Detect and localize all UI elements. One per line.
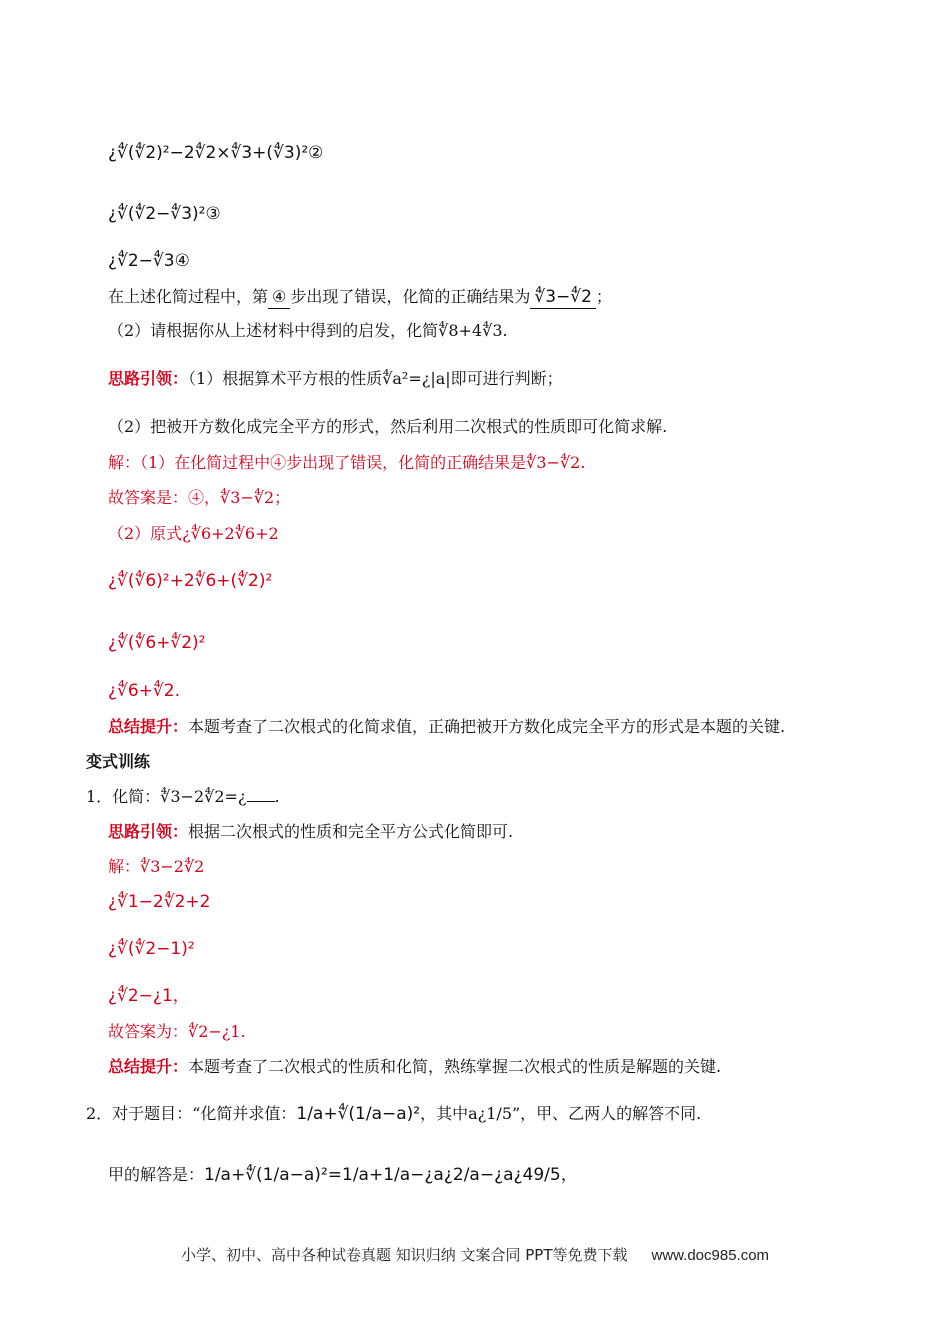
- exercise-2-suffix: ，其中a¿1/5”，甲、乙两人的解答不同.: [420, 1104, 702, 1123]
- solution-text-4: ¿∜(∜6+∜2)²: [108, 633, 206, 653]
- solution-answer-text: 故答案是：④，∜3−∜2；: [108, 488, 291, 507]
- exercise-2-expression: 1/a+∜(1/a−a)²: [296, 1104, 421, 1124]
- exercise-1-hint-text: 根据二次根式的性质和完全平方公式化简即可.: [188, 822, 514, 841]
- exercise-1-text: 1．化简：∜3−2∜2=¿: [86, 787, 247, 806]
- exercise-1-solution-line-4: [108, 985, 190, 1007]
- section-title-text: 变式训练: [86, 752, 151, 771]
- solution-line-4: [108, 632, 205, 654]
- page-footer: [0, 1244, 950, 1265]
- step-4-text: ¿∜2−∜3④: [108, 251, 190, 271]
- summary-text-2: 本题考查了二次根式的性质和化简，熟练掌握二次根式的性质是解题的关键.: [188, 1057, 722, 1076]
- hint-text-1: （1）根据算术平方根的性质∜a²=¿|a|即可进行判断；: [188, 369, 563, 388]
- answer-middle: 步出现了错误，化简的正确结果为: [290, 287, 531, 306]
- question-2-text: （2）请根据你从上述材料中得到的启发，化简∜8+4∜3.: [108, 321, 508, 340]
- summary-line-2: [108, 1056, 721, 1078]
- solution-line-2: [108, 523, 279, 545]
- exercise-1-blank: [247, 801, 275, 802]
- solution-text-5: ¿∜6+∜2.: [108, 681, 180, 701]
- solution-line-3: [108, 570, 272, 592]
- exercise-1-line: [86, 786, 280, 808]
- solution-text-2: （2）原式¿∜6+2∜6+2: [108, 524, 279, 543]
- solution-jia-expression: 1/a+∜(1/a−a)²=1/a+1/a−¿a¿2/a−¿a¿49/5，: [204, 1165, 578, 1185]
- exercise-1-answer-line: [108, 1021, 246, 1043]
- exercise-1-solution-line-1: [108, 856, 204, 878]
- summary-line-1: [108, 716, 785, 738]
- question-2-line: [108, 320, 508, 342]
- summary-text-1: 本题考查了二次根式的化简求值，正确把被开方数化成完全平方的形式是本题的关键.: [188, 717, 786, 736]
- solution-line-1: [108, 452, 585, 474]
- summary-label-2: 总结提升：: [108, 1057, 189, 1076]
- exercise-1-solution-text-3: ¿∜(∜2−1)²: [108, 939, 195, 959]
- answer-blank-step: ④: [268, 286, 290, 309]
- solution-jia-line: [108, 1164, 578, 1186]
- hint-text-2: （2）把被开方数化成完全平方的形式，然后利用二次根式的性质即可化简求解.: [108, 417, 668, 436]
- answer-suffix: ；: [595, 287, 612, 306]
- exercise-2-prefix: 2．对于题目：“化简并求值：: [86, 1104, 297, 1123]
- step-4-line: [108, 250, 190, 272]
- footer-url[interactable]: www.doc985.com: [651, 1247, 770, 1264]
- step-3-text: ¿∜(∜2−∜3)²③: [108, 204, 221, 224]
- exercise-1-solution-text-1: 解：∜3−2∜2: [108, 857, 205, 876]
- solution-jia-label: 甲的解答是：: [108, 1165, 205, 1184]
- exercise-1-hint-line: [108, 821, 513, 843]
- solution-answer-line: [108, 487, 290, 509]
- solution-line-5: [108, 680, 180, 702]
- hint-line-2: [108, 416, 667, 438]
- summary-label-1: 总结提升：: [108, 717, 189, 736]
- exercise-2-line: [86, 1103, 701, 1125]
- footer-text: 小学、初中、高中各种试卷真题 知识归纳 文案合同 PPT等免费下载: [180, 1246, 628, 1264]
- solution-text-3: ¿∜(∜6)²+2∜6+(∜2)²: [108, 571, 273, 591]
- answer-prefix: 在上述化简过程中，第: [108, 287, 269, 306]
- exercise-1-solution-text-4: ¿∜2−¿1，: [108, 986, 190, 1006]
- section-title: [86, 751, 150, 773]
- step-3-line: [108, 203, 221, 225]
- hint-label: 思路引领：: [108, 369, 189, 388]
- step-2-line: [108, 142, 323, 164]
- exercise-1-solution-line-3: [108, 938, 195, 960]
- exercise-1-answer-text: 故答案为：∜2−¿1.: [108, 1022, 246, 1041]
- step-2-text: ¿∜(∜2)²−2∜2×∜3+(∜3)²②: [108, 143, 324, 163]
- exercise-1-solution-line-2: [108, 891, 210, 913]
- exercise-1-hint-label: 思路引领：: [108, 822, 189, 841]
- exercise-1-solution-text-2: ¿∜1−2∜2+2: [108, 892, 211, 912]
- solution-text-1: 解：（1）在化简过程中④步出现了错误，化简的正确结果是∜3−∜2.: [108, 453, 586, 472]
- answer-blank-result: ∜3−∜2: [530, 286, 596, 309]
- hint-line-1: [108, 368, 563, 390]
- answer-line: [108, 286, 612, 309]
- exercise-1-period: .: [274, 787, 280, 806]
